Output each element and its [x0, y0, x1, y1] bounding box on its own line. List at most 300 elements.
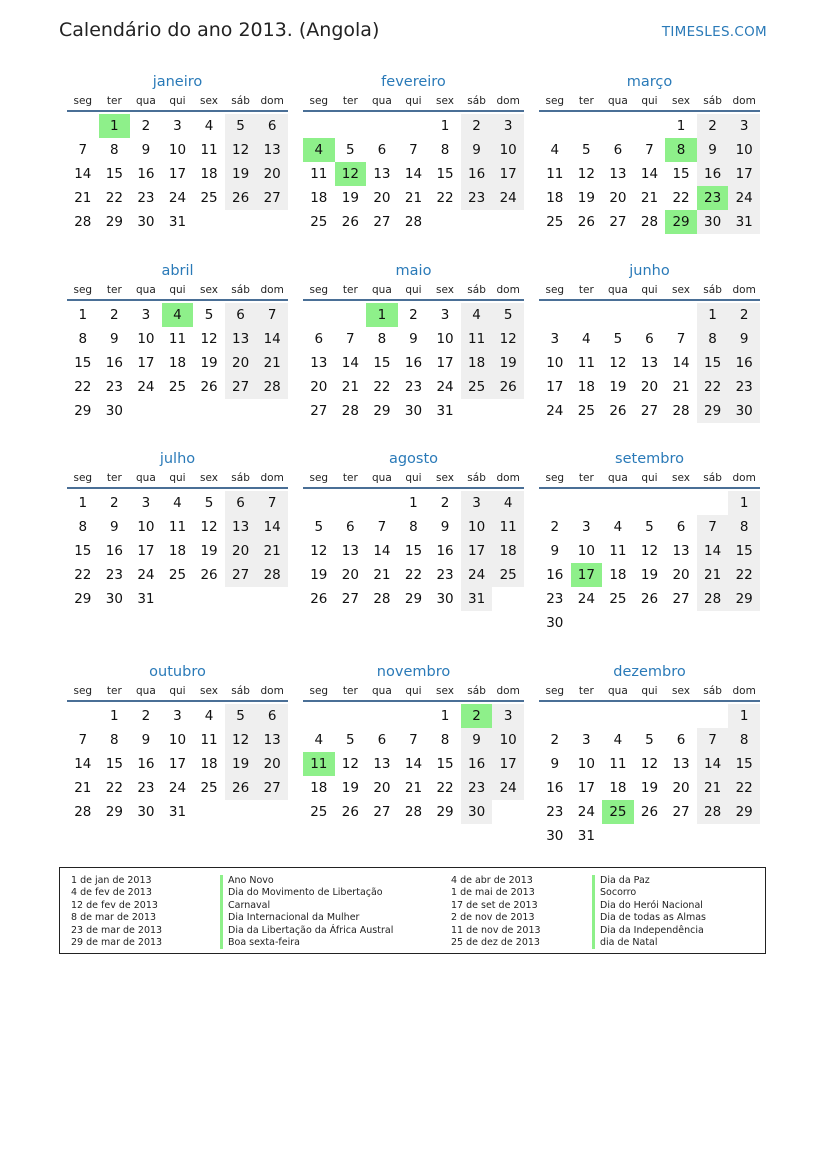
day-cell: 16: [137, 756, 155, 772]
empty-cell: [571, 114, 603, 138]
weekday-label: qua: [136, 685, 156, 697]
day-cell: 10: [546, 355, 564, 371]
weekday-label: qui: [405, 284, 422, 296]
day-cell: 5: [204, 307, 214, 323]
month-dezembro: [539, 662, 760, 848]
legend-holiday-name: Ano Novo: [220, 875, 393, 887]
day-cell: 18: [492, 539, 524, 563]
weekday-label: sex: [436, 284, 455, 296]
weekday-label: seg: [73, 284, 93, 296]
day-cell: 7: [78, 732, 88, 748]
day-cell: 1: [440, 118, 450, 134]
weekday-label: qua: [608, 284, 628, 296]
day-cell: 18: [609, 567, 627, 583]
day-cell: 18: [168, 543, 187, 559]
day-cell: 11: [310, 166, 328, 182]
day-cell: 10: [137, 519, 155, 535]
month-name: dezembro: [613, 664, 686, 680]
day-cell: 17: [168, 756, 187, 772]
day-cell: 8: [110, 142, 119, 158]
day-cell: 3: [173, 118, 182, 134]
weekday-label: sex: [200, 685, 219, 697]
day-cell: 27: [672, 804, 690, 820]
day-cell: 8: [440, 142, 450, 158]
day-cell: 29: [728, 587, 760, 611]
weekday-label: qua: [372, 472, 392, 484]
day-cell: 17: [577, 780, 595, 796]
day-cell: 5: [346, 732, 355, 748]
day-cell: 1: [728, 491, 760, 515]
day-cell: 29: [404, 591, 423, 607]
day-cell: 14: [256, 515, 288, 539]
day-grid: [539, 303, 760, 423]
legend-holiday-date: 29 de mar de 2013: [71, 936, 163, 948]
day-cell: 6: [225, 303, 257, 327]
day-cell: 19: [640, 780, 659, 796]
empty-cell: [335, 114, 367, 138]
day-cell: 29: [728, 800, 760, 824]
day-cell: 18: [310, 190, 328, 206]
weekday-label: qui: [405, 95, 422, 107]
day-cell: 31: [168, 214, 187, 230]
day-cell: 22: [436, 190, 454, 206]
day-cell: 27: [341, 591, 359, 607]
weekday-label: dom: [732, 685, 756, 697]
weekday-label: ter: [578, 95, 594, 107]
day-cell: 5: [613, 331, 623, 347]
day-cell: 18: [168, 355, 187, 371]
day-cell: 3: [173, 708, 182, 724]
day-cell: 7: [377, 519, 387, 535]
day-cell: 14: [74, 756, 92, 772]
day-cell: 12: [310, 543, 328, 559]
day-cell: 4: [204, 708, 214, 724]
day-cell: 26: [577, 214, 595, 230]
weekday-label: ter: [342, 472, 358, 484]
day-cell: 17: [137, 543, 155, 559]
day-cell: 12: [341, 756, 359, 772]
legend-holiday-date: 8 de mar de 2013: [71, 912, 157, 924]
day-cell: 7: [78, 142, 88, 158]
day-cell: 8: [440, 732, 450, 748]
day-cell: 19: [341, 190, 359, 206]
day-cell: 14: [672, 355, 690, 371]
day-cell: 3: [492, 704, 524, 728]
legend-holiday-name: Socorro: [592, 887, 706, 899]
day-cell: 6: [314, 331, 324, 347]
empty-cell: [634, 303, 666, 327]
day-cell: 22: [672, 190, 690, 206]
day-cell: 25: [310, 214, 328, 230]
day-cell: 5: [645, 732, 654, 748]
legend-holiday-date: 11 de nov de 2013: [451, 924, 541, 936]
weekday-label: ter: [342, 685, 358, 697]
day-cell: 2: [141, 118, 151, 134]
legend-holiday-date: 1 de jan de 2013: [71, 875, 152, 886]
day-cell: 10: [168, 142, 187, 158]
day-cell: 20: [341, 567, 359, 583]
day-cell: 22: [74, 379, 92, 395]
empty-cell: [602, 114, 634, 138]
day-cell: 24: [436, 379, 454, 395]
empty-cell: [665, 491, 697, 515]
day-cell: 31: [577, 828, 595, 844]
day-cell: 12: [200, 519, 218, 535]
empty-cell: [571, 704, 603, 728]
weekday-label: sex: [200, 95, 219, 107]
empty-cell: [602, 704, 634, 728]
day-cell: 15: [697, 351, 729, 375]
page-title: Calendário do ano 2013. (Angola): [59, 19, 380, 41]
month-janeiro: [67, 72, 288, 234]
day-cell: 30: [546, 828, 564, 844]
weekday-label: qui: [641, 685, 658, 697]
brand-logo-text[interactable]: TIMESLES.COM: [661, 24, 767, 40]
weekday-label: ter: [342, 284, 358, 296]
day-cell: 6: [256, 704, 288, 728]
weekday-label: qui: [405, 685, 422, 697]
holiday-day-cell: 23: [697, 186, 729, 210]
empty-cell: [398, 704, 430, 728]
weekday-label: sex: [200, 284, 219, 296]
day-cell: 22: [436, 780, 454, 796]
day-cell: 27: [672, 591, 690, 607]
day-cell: 9: [461, 138, 493, 162]
day-cell: 14: [373, 543, 391, 559]
weekday-label: qua: [372, 685, 392, 697]
day-cell: 30: [728, 399, 760, 423]
day-cell: 10: [436, 331, 454, 347]
day-cell: 13: [225, 515, 257, 539]
weekday-label: qui: [641, 284, 658, 296]
day-cell: 5: [225, 704, 257, 728]
empty-cell: [602, 491, 634, 515]
weekday-label: sex: [672, 284, 691, 296]
day-cell: 12: [200, 331, 218, 347]
day-cell: 13: [640, 355, 659, 371]
day-cell: 31: [137, 591, 155, 607]
day-cell: 9: [409, 331, 418, 347]
day-cell: 12: [577, 166, 595, 182]
legend-holiday-name: Dia de todas as Almas: [592, 912, 706, 924]
day-grid: [67, 114, 288, 234]
day-cell: 31: [436, 403, 454, 419]
holiday-day-cell: 8: [665, 138, 697, 162]
holiday-day-cell: 17: [571, 563, 603, 587]
day-cell: 5: [582, 142, 591, 158]
weekday-label: seg: [73, 95, 93, 107]
day-cell: 18: [577, 379, 595, 395]
day-cell: 23: [436, 567, 454, 583]
day-cell: 21: [672, 379, 690, 395]
day-cell: 21: [404, 190, 423, 206]
day-cell: 21: [373, 567, 391, 583]
legend-dates-right: [451, 875, 541, 949]
day-grid: [67, 491, 288, 611]
day-cell: 3: [141, 495, 151, 511]
day-cell: 5: [346, 142, 355, 158]
legend-holiday-date: 4 de fev de 2013: [71, 887, 152, 899]
day-cell: 13: [672, 756, 690, 772]
day-cell: 11: [609, 756, 627, 772]
day-cell: 15: [74, 355, 92, 371]
weekday-label: sáb: [703, 95, 722, 107]
day-cell: 25: [200, 780, 218, 796]
month-outubro: [67, 662, 288, 824]
day-cell: 9: [461, 728, 493, 752]
day-cell: 4: [204, 118, 214, 134]
legend-holiday-date: 25 de dez de 2013: [451, 936, 540, 948]
empty-cell: [67, 704, 99, 728]
weekday-label: dom: [496, 685, 520, 697]
day-cell: 12: [492, 327, 524, 351]
day-cell: 10: [577, 756, 595, 772]
day-cell: 24: [137, 567, 155, 583]
day-cell: 31: [461, 587, 493, 611]
weekday-header: [303, 684, 524, 702]
day-cell: 9: [110, 519, 119, 535]
day-cell: 30: [461, 800, 493, 824]
day-cell: 30: [105, 403, 123, 419]
weekday-label: sex: [672, 685, 691, 697]
weekday-label: seg: [545, 685, 565, 697]
weekday-label: dom: [260, 95, 284, 107]
weekday-label: dom: [732, 95, 756, 107]
empty-cell: [335, 491, 367, 515]
month-name: julho: [159, 451, 196, 467]
day-cell: 26: [341, 214, 359, 230]
day-cell: 4: [173, 495, 182, 511]
weekday-label: dom: [732, 472, 756, 484]
day-cell: 25: [546, 214, 564, 230]
day-cell: 6: [645, 331, 654, 347]
day-cell: 16: [728, 351, 760, 375]
month-name: novembro: [376, 664, 451, 680]
day-cell: 3: [492, 114, 524, 138]
day-cell: 24: [137, 379, 155, 395]
weekday-label: seg: [309, 95, 329, 107]
weekday-header: [303, 471, 524, 489]
day-cell: 12: [640, 543, 659, 559]
day-cell: 14: [256, 327, 288, 351]
day-cell: 3: [582, 519, 591, 535]
holiday-day-cell: 1: [99, 114, 131, 138]
day-cell: 29: [74, 403, 92, 419]
day-grid: [303, 303, 524, 423]
day-cell: 24: [546, 403, 564, 419]
day-cell: 6: [377, 732, 387, 748]
weekday-label: qui: [641, 472, 658, 484]
day-cell: 30: [137, 214, 155, 230]
legend-holiday-name: Boa sexta-feira: [220, 937, 393, 949]
day-cell: 9: [697, 138, 729, 162]
day-cell: 19: [609, 379, 627, 395]
legend-holiday-date: 12 de fev de 2013: [71, 899, 158, 911]
day-cell: 17: [168, 166, 187, 182]
holiday-day-cell: 25: [602, 800, 634, 824]
weekday-label: dom: [732, 284, 756, 296]
day-cell: 28: [697, 800, 729, 824]
day-cell: 24: [728, 186, 760, 210]
day-cell: 4: [613, 519, 623, 535]
day-cell: 4: [582, 331, 591, 347]
day-cell: 22: [373, 379, 391, 395]
day-cell: 12: [609, 355, 627, 371]
day-cell: 23: [461, 776, 493, 800]
day-cell: 22: [697, 375, 729, 399]
empty-cell: [634, 491, 666, 515]
day-cell: 16: [461, 752, 493, 776]
day-cell: 30: [697, 210, 729, 234]
weekday-label: sex: [200, 472, 219, 484]
day-cell: 18: [200, 166, 218, 182]
day-cell: 13: [609, 166, 627, 182]
day-cell: 15: [74, 543, 92, 559]
weekday-label: seg: [545, 472, 565, 484]
weekday-label: seg: [545, 284, 565, 296]
day-cell: 1: [697, 303, 729, 327]
day-cell: 15: [404, 543, 423, 559]
month-name: fevereiro: [381, 74, 446, 90]
day-cell: 23: [105, 567, 123, 583]
empty-cell: [335, 303, 367, 327]
day-cell: 22: [728, 563, 760, 587]
day-cell: 10: [728, 138, 760, 162]
day-cell: 7: [409, 732, 418, 748]
day-cell: 20: [225, 351, 257, 375]
weekday-label: seg: [73, 472, 93, 484]
day-cell: 16: [137, 166, 155, 182]
day-cell: 25: [168, 379, 187, 395]
day-cell: 1: [110, 708, 119, 724]
day-cell: 7: [256, 491, 288, 515]
day-cell: 31: [168, 804, 187, 820]
weekday-label: dom: [260, 685, 284, 697]
day-cell: 23: [546, 591, 564, 607]
day-cell: 6: [377, 142, 387, 158]
day-cell: 9: [440, 519, 450, 535]
day-cell: 26: [200, 379, 218, 395]
weekday-label: qua: [136, 284, 156, 296]
legend-dates-left: [71, 875, 162, 949]
day-cell: 26: [492, 375, 524, 399]
month-name: outubro: [149, 664, 206, 680]
day-cell: 29: [436, 804, 454, 820]
day-cell: 24: [168, 780, 187, 796]
day-cell: 12: [640, 756, 659, 772]
day-cell: 8: [377, 331, 387, 347]
weekday-label: sáb: [703, 685, 722, 697]
month-abril: [67, 261, 288, 423]
day-cell: 15: [373, 355, 391, 371]
day-cell: 17: [137, 355, 155, 371]
holiday-day-cell: 4: [303, 138, 335, 162]
day-cell: 26: [225, 776, 257, 800]
weekday-label: ter: [106, 95, 122, 107]
month-name: abril: [161, 263, 194, 279]
day-cell: 7: [346, 331, 355, 347]
legend-holiday-name: Dia da Libertação da África Austral: [220, 925, 393, 937]
weekday-label: ter: [106, 685, 122, 697]
day-cell: 28: [404, 804, 423, 820]
month-agosto: [303, 449, 524, 611]
weekday-label: qua: [136, 95, 156, 107]
day-cell: 27: [373, 804, 391, 820]
weekday-label: sex: [436, 95, 455, 107]
day-cell: 2: [728, 303, 760, 327]
day-cell: 8: [728, 515, 760, 539]
weekday-label: ter: [106, 284, 122, 296]
month-name: março: [626, 74, 673, 90]
day-cell: 8: [78, 519, 88, 535]
day-cell: 26: [225, 186, 257, 210]
day-cell: 2: [461, 114, 493, 138]
day-cell: 8: [78, 331, 88, 347]
empty-cell: [665, 704, 697, 728]
day-grid: [67, 704, 288, 824]
day-cell: 19: [200, 543, 218, 559]
month-julho: [67, 449, 288, 611]
day-cell: 28: [373, 591, 391, 607]
weekday-label: qua: [608, 95, 628, 107]
day-cell: 2: [697, 114, 729, 138]
day-cell: 19: [577, 190, 595, 206]
day-cell: 29: [373, 403, 391, 419]
weekday-label: sex: [436, 472, 455, 484]
day-cell: 22: [728, 776, 760, 800]
day-cell: 13: [373, 756, 391, 772]
weekday-label: seg: [309, 685, 329, 697]
day-cell: 24: [492, 776, 524, 800]
day-cell: 24: [492, 186, 524, 210]
day-cell: 28: [672, 403, 690, 419]
day-cell: 9: [141, 142, 151, 158]
day-cell: 12: [225, 138, 257, 162]
day-cell: 5: [314, 519, 324, 535]
empty-cell: [303, 303, 335, 327]
weekday-label: sáb: [231, 95, 250, 107]
empty-cell: [67, 114, 99, 138]
day-cell: 4: [492, 491, 524, 515]
empty-cell: [602, 303, 634, 327]
empty-cell: [539, 704, 571, 728]
day-cell: 4: [613, 732, 623, 748]
weekday-label: ter: [578, 284, 594, 296]
day-cell: 2: [110, 307, 119, 323]
day-cell: 14: [697, 539, 729, 563]
day-cell: 16: [697, 162, 729, 186]
day-cell: 7: [256, 303, 288, 327]
day-cell: 3: [728, 114, 760, 138]
day-grid: [67, 303, 288, 423]
day-cell: 13: [310, 355, 328, 371]
day-cell: 22: [404, 567, 423, 583]
day-cell: 2: [440, 495, 450, 511]
weekday-label: dom: [260, 284, 284, 296]
weekday-label: sex: [672, 95, 691, 107]
day-cell: 14: [74, 166, 92, 182]
day-cell: 6: [676, 519, 686, 535]
weekday-label: sáb: [231, 472, 250, 484]
weekday-label: dom: [496, 284, 520, 296]
day-cell: 5: [204, 495, 214, 511]
day-cell: 18: [461, 351, 493, 375]
day-grid: [303, 704, 524, 824]
day-cell: 11: [461, 327, 493, 351]
day-cell: 20: [373, 780, 391, 796]
day-cell: 18: [200, 756, 218, 772]
day-cell: 16: [105, 355, 123, 371]
